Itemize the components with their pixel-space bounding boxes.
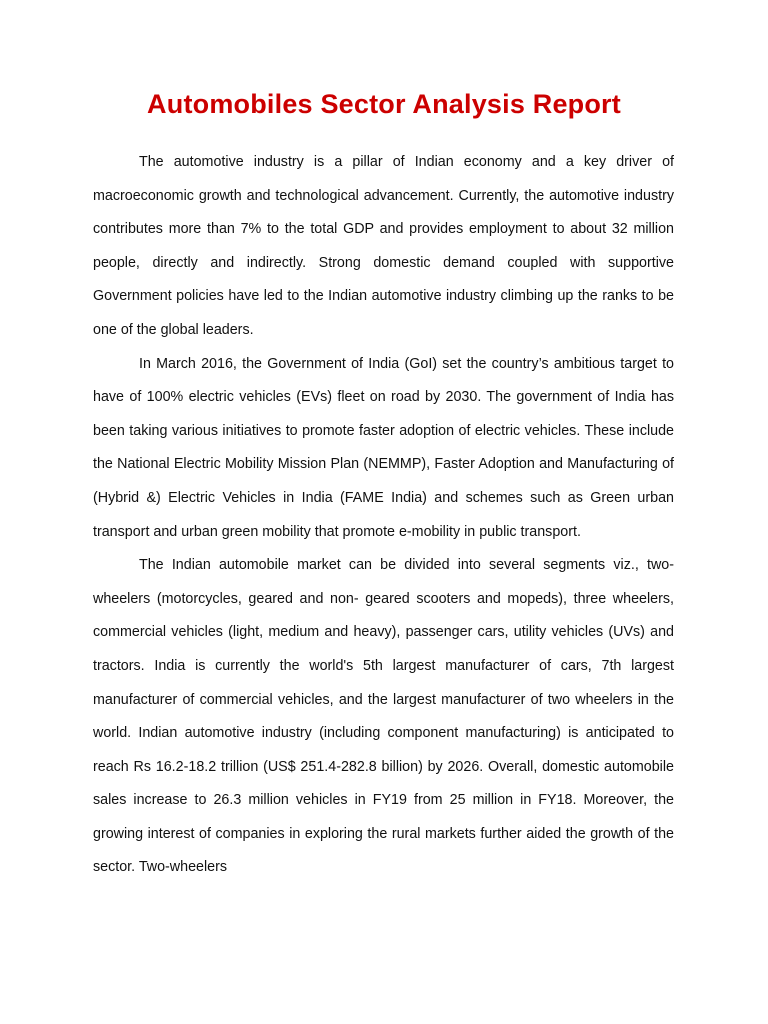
paragraph-intro: The automotive industry is a pillar of Indian economy and a key driver of macroeconomic growth and technological advancement. Currently, the automotive industry contributes more than 7% to the total GDP and provides employment to about 32 million people, directly and indirectly. Strong domestic demand coupled with supportive Government policies have led to the Indian automotive industry climbing up the ranks to be one of the global leaders.: [93, 154, 674, 338]
paragraph-market-segments: The Indian automobile market can be divided into several segments viz., two-wheelers (motorcycles, geared and non- geared scooters and mopeds), three wheelers, commercial vehicles (light, medium and heavy), passenger cars, utility vehicles (UVs) and tractors. India is currently the world's 5th largest manufacturer of cars, 7th largest manufacturer of commercial vehicles, and the largest manufacturer of two wheelers in the world. Indian automotive industry (including component manufacturing) is anticipated to reach Rs 16.2-18.2 trillion (US$ 251.4-282.8 billion) by 2026. Overall, domestic automobile sales increase to 26.3 million vehicles in FY19 from 25 million in FY18. Moreover, the growing interest of companies in exploring the rural markets further aided the growth of the sector. Two-wheelers: [93, 557, 674, 876]
document-body: [93, 146, 674, 885]
page-title: Automobiles Sector Analysis Report: [147, 89, 621, 119]
paragraph-ev-target: In March 2016, the Government of India (GoI) set the country’s ambitious target to have of 100% electric vehicles (EVs) fleet on road by 2030. The government of India has been taking various initiatives to promote faster adoption of electric vehicles. These include the National Electric Mobility Mission Plan (NEMMP), Faster Adoption and Manufacturing of (Hybrid &) Electric Vehicles in India (FAME India) and schemes such as Green urban transport and urban green mobility that promote e-mobility in public transport.: [93, 355, 674, 540]
